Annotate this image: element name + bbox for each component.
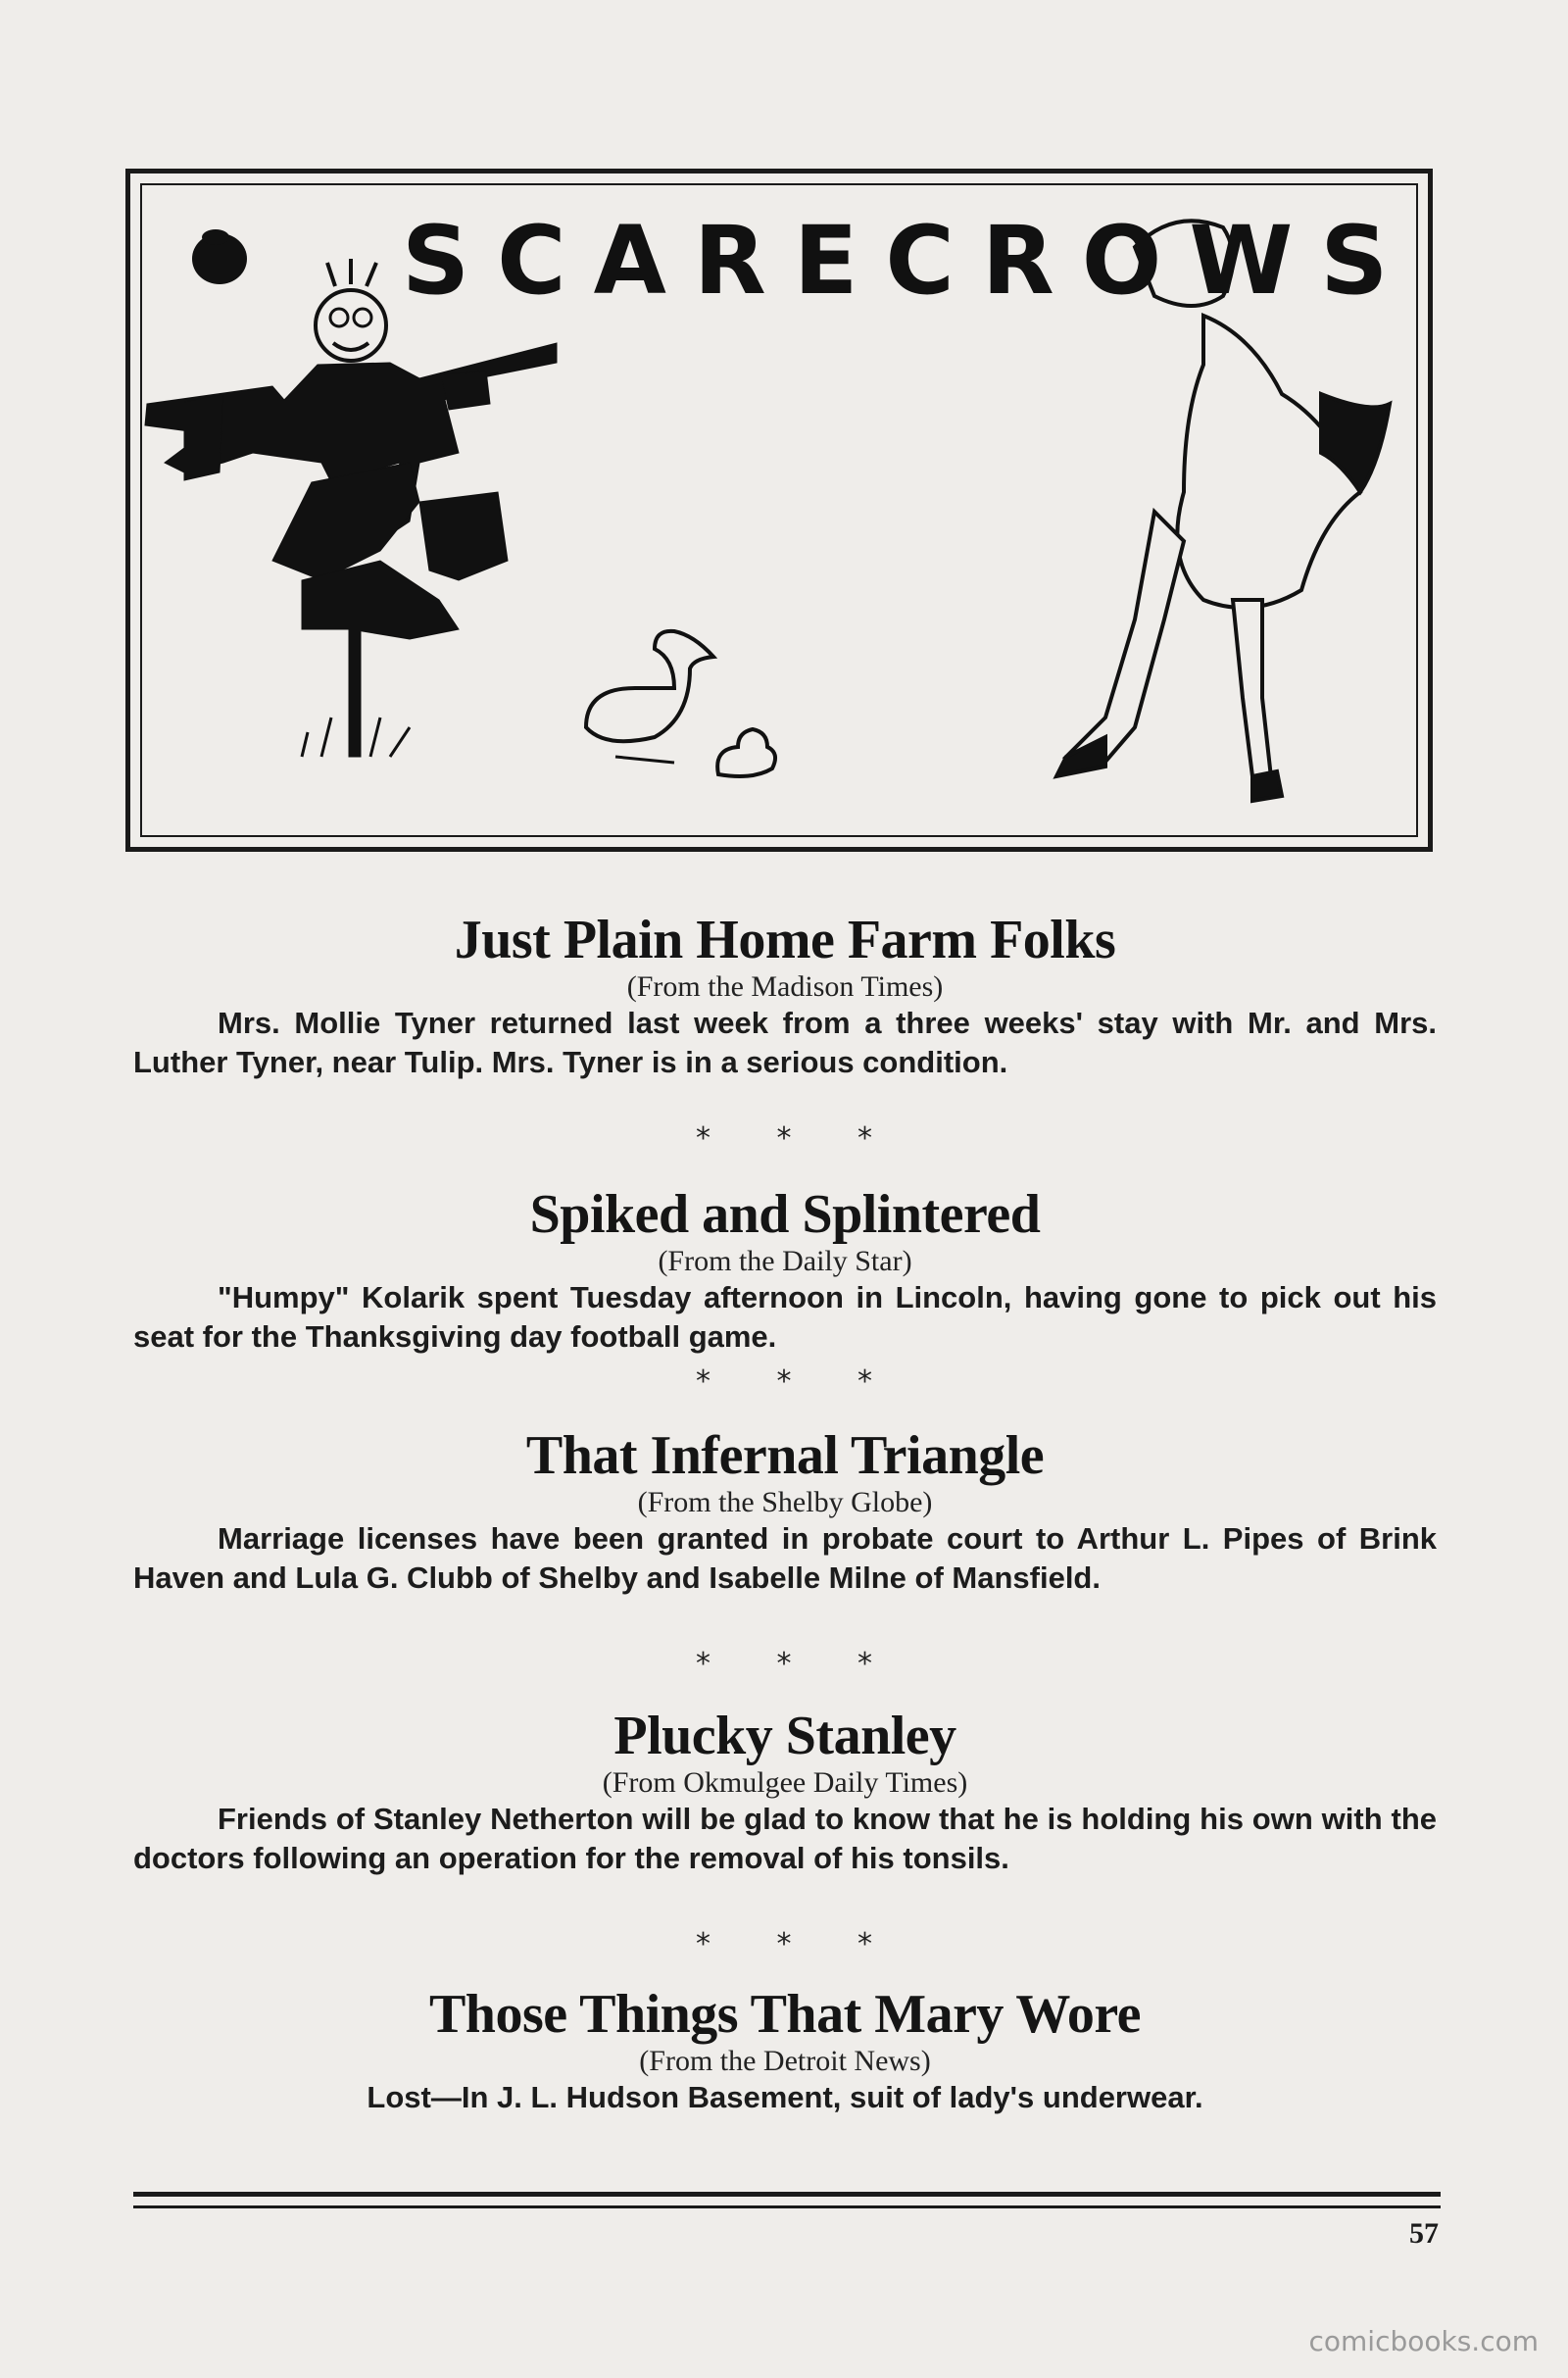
article-headline: That Infernal Triangle bbox=[525, 1425, 1045, 1486]
article-those-things-that-mary-wore bbox=[133, 1984, 1437, 2117]
article-body: Friends of Stanley Netherton will be glad to know that he is holding his own with the doctors following an operation for the removal of his tonsils. bbox=[133, 1802, 1437, 1875]
watermark: comicbooks.com bbox=[1308, 2325, 1539, 2357]
article-body: Marriage licenses have been granted in probate court to Arthur L. Pipes of Brink Haven and Lula G. Clubb of Shelby and Isabelle Milne of Mansfield. bbox=[133, 1521, 1437, 1595]
article-headline: Just Plain Home Farm Folks bbox=[454, 910, 1116, 970]
article-source: (From Okmulgee Daily Times) bbox=[602, 1766, 968, 1799]
ducks-drawing bbox=[586, 631, 775, 776]
banner-title: SCARECROWS bbox=[402, 206, 1416, 316]
article-source: (From the Shelby Globe) bbox=[637, 1486, 933, 1518]
article-source: (From the Daily Star) bbox=[658, 1245, 912, 1277]
article-spiked-and-splintered bbox=[133, 1184, 1437, 1357]
article-plucky-stanley bbox=[133, 1706, 1437, 1878]
article-just-plain-home-farm-folks bbox=[133, 910, 1437, 1082]
footer-rule-thick bbox=[133, 2192, 1441, 2197]
separator-stars: * * * bbox=[695, 1364, 873, 1399]
separator-stars: * * * bbox=[695, 1121, 873, 1156]
article-source: (From the Madison Times) bbox=[626, 970, 944, 1003]
article-source: (From the Detroit News) bbox=[639, 2045, 931, 2077]
article-body: Lost—In J. L. Hudson Basement, suit of lady's underwear. bbox=[367, 2080, 1203, 2114]
page-number: 57 bbox=[1409, 2217, 1439, 2250]
footer-rule-thin bbox=[133, 2205, 1441, 2208]
hat-drawing bbox=[192, 229, 247, 284]
article-that-infernal-triangle bbox=[133, 1425, 1437, 1598]
article-headline: Those Things That Mary Wore bbox=[428, 1984, 1142, 2045]
article-body: Mrs. Mollie Tyner returned last week from a three weeks' stay with Mr. and Mrs. Luther Tyner, near Tulip. Mrs. Tyner is in a serious condition. bbox=[133, 1006, 1437, 1079]
scarecrow-figure bbox=[145, 259, 557, 757]
separator-stars: * * * bbox=[695, 1927, 873, 1961]
article-headline: Plucky Stanley bbox=[613, 1706, 956, 1766]
article-headline: Spiked and Splintered bbox=[529, 1184, 1041, 1245]
article-body: "Humpy" Kolarik spent Tuesday afternoon in Lincoln, having gone to pick out his seat for the Thanksgiving day football game. bbox=[133, 1280, 1437, 1354]
separator-stars: * * * bbox=[695, 1647, 873, 1681]
